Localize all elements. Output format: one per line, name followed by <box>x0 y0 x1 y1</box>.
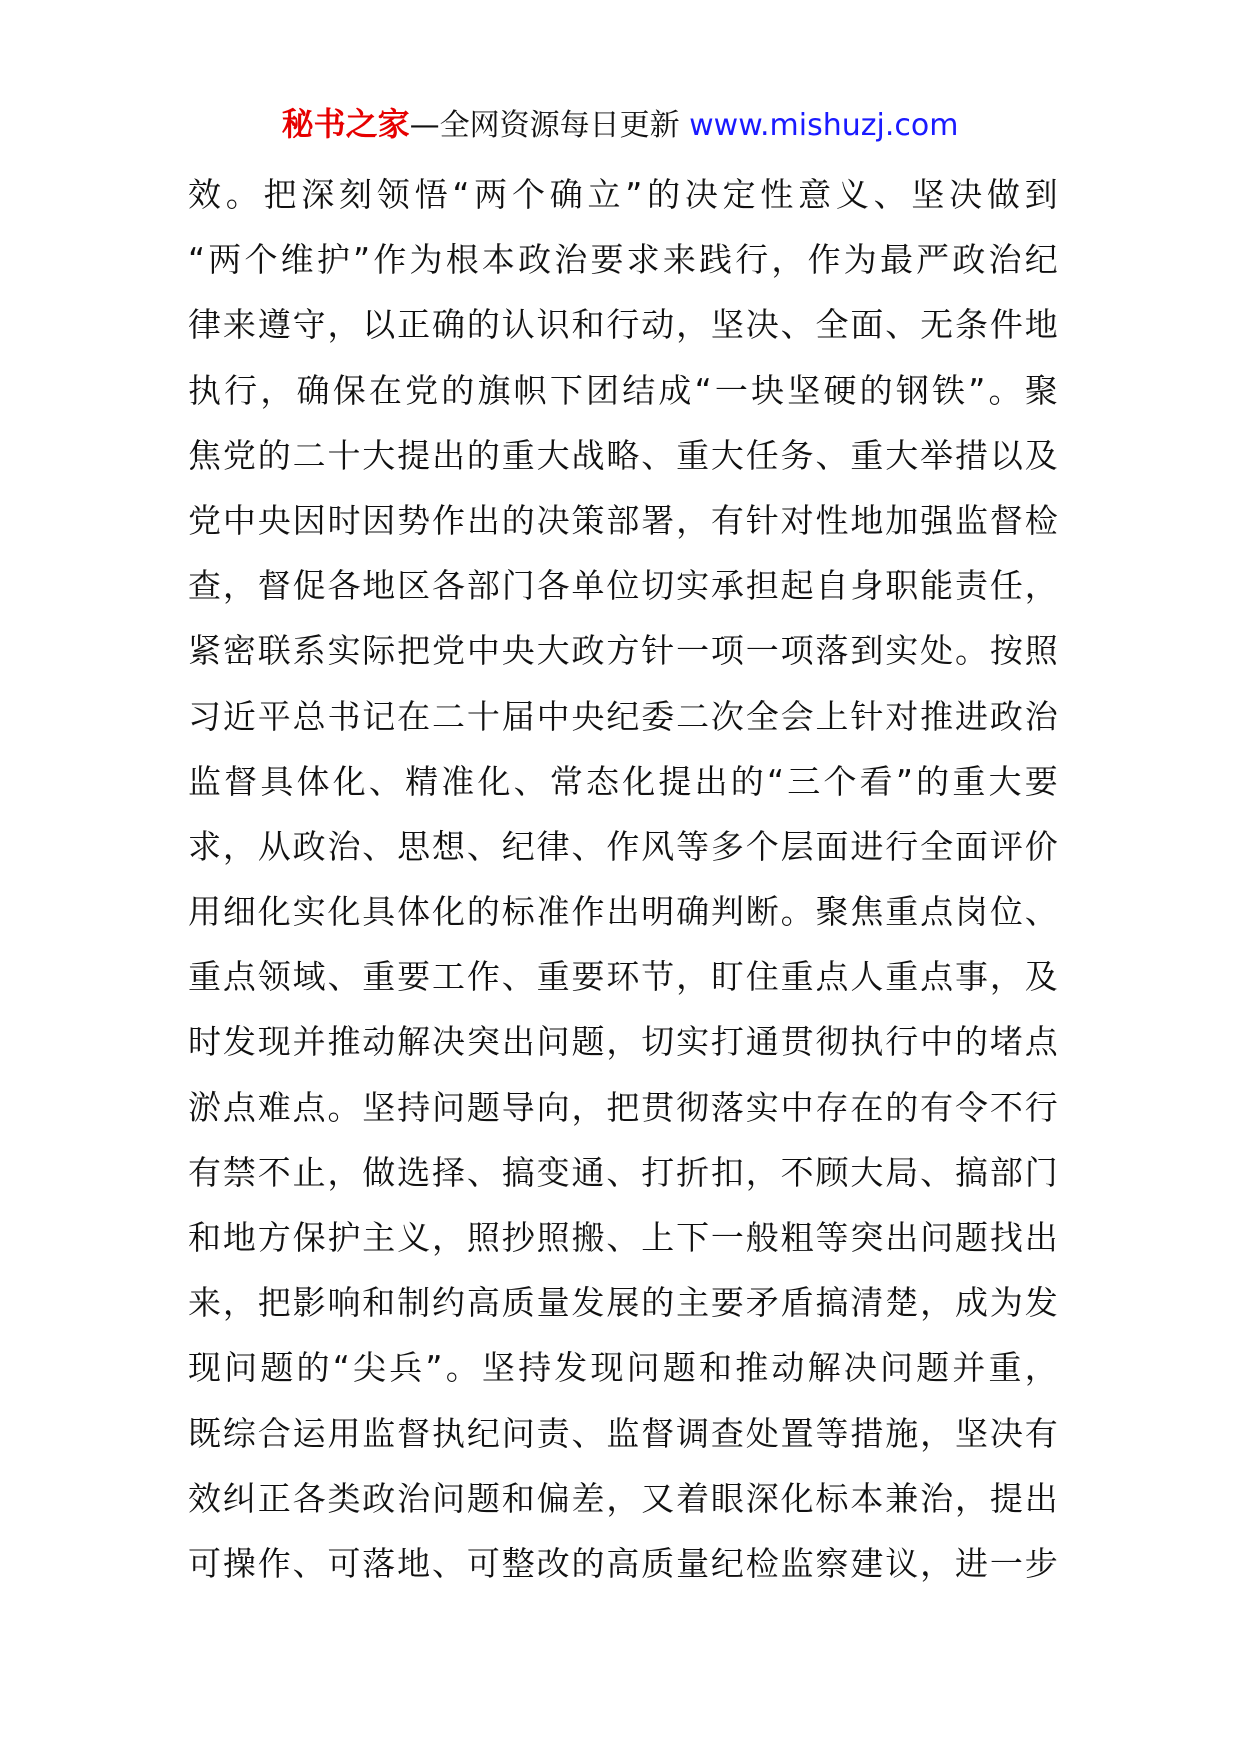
text-line: 效纠正各类政治问题和偏差，又着眼深化标本兼治，提出 <box>188 1478 1058 1518</box>
text-line: 和地方保护主义，照抄照搬、上下一般粗等突出问题找出 <box>188 1218 1058 1257</box>
text-line: 可操作、可落地、可整改的高质量纪检监察建议，进一步 <box>188 1543 1058 1583</box>
text-line: 现问题的“尖兵”。坚持发现问题和推动解决问题并重， <box>188 1348 1058 1388</box>
text-line: 重点领域、重要工作、重要环节，盯住重点人重点事，及 <box>188 957 1058 997</box>
text-line: 用细化实化具体化的标准作出明确判断。聚焦重点岗位、 <box>188 892 1058 932</box>
text-line: 求，从政治、思想、纪律、作风等多个层面进行全面评价 <box>188 826 1058 866</box>
header-tagline: —全网资源每日更新 <box>409 108 680 143</box>
text-line: 党中央因时因势作出的决策部署，有针对性地加强监督检 <box>188 500 1058 540</box>
text-line: 效。把深刻领悟“两个确立”的决定性意义、坚决做到 <box>188 175 1058 214</box>
text-line: 律来遵守，以正确的认识和行动，坚决、全面、无条件地 <box>188 305 1058 345</box>
brand-name: 秘书之家 <box>281 105 410 143</box>
text-line: 淤点难点。坚持问题导向，把贯彻落实中存在的有令不行 <box>188 1087 1058 1127</box>
text-line: 习近平总书记在二十届中央纪委二次全会上针对推进政治 <box>188 696 1058 736</box>
text-line: 执行，确保在党的旗帜下团结成“一块坚硬的钢铁”。聚 <box>188 370 1058 410</box>
site-url-link[interactable]: www.mishuzj.com <box>689 108 959 143</box>
text-line: 既综合运用监督执纪问责、监督调查处置等措施，坚决有 <box>188 1413 1058 1453</box>
page-header <box>0 100 1240 150</box>
text-line: 焦党的二十大提出的重大战略、重大任务、重大举措以及 <box>188 435 1058 475</box>
text-line: 监督具体化、精准化、常态化提出的“三个看”的重大要 <box>188 761 1058 801</box>
document-body <box>188 162 1058 1596</box>
text-line: 查，督促各地区各部门各单位切实承担起自身职能责任， <box>188 566 1058 606</box>
text-line: 时发现并推动解决突出问题，切实打通贯彻执行中的堵点 <box>188 1022 1058 1062</box>
text-line: 紧密联系实际把党中央大政方针一项一项落到实处。按照 <box>188 631 1058 671</box>
text-line: 来，把影响和制约高质量发展的主要矛盾搞清楚，成为发 <box>188 1283 1058 1323</box>
text-line: 有禁不止，做选择、搞变通、打折扣，不顾大局、搞部门 <box>188 1152 1058 1192</box>
text-line: “两个维护”作为根本政治要求来践行，作为最严政治纪 <box>188 240 1058 280</box>
